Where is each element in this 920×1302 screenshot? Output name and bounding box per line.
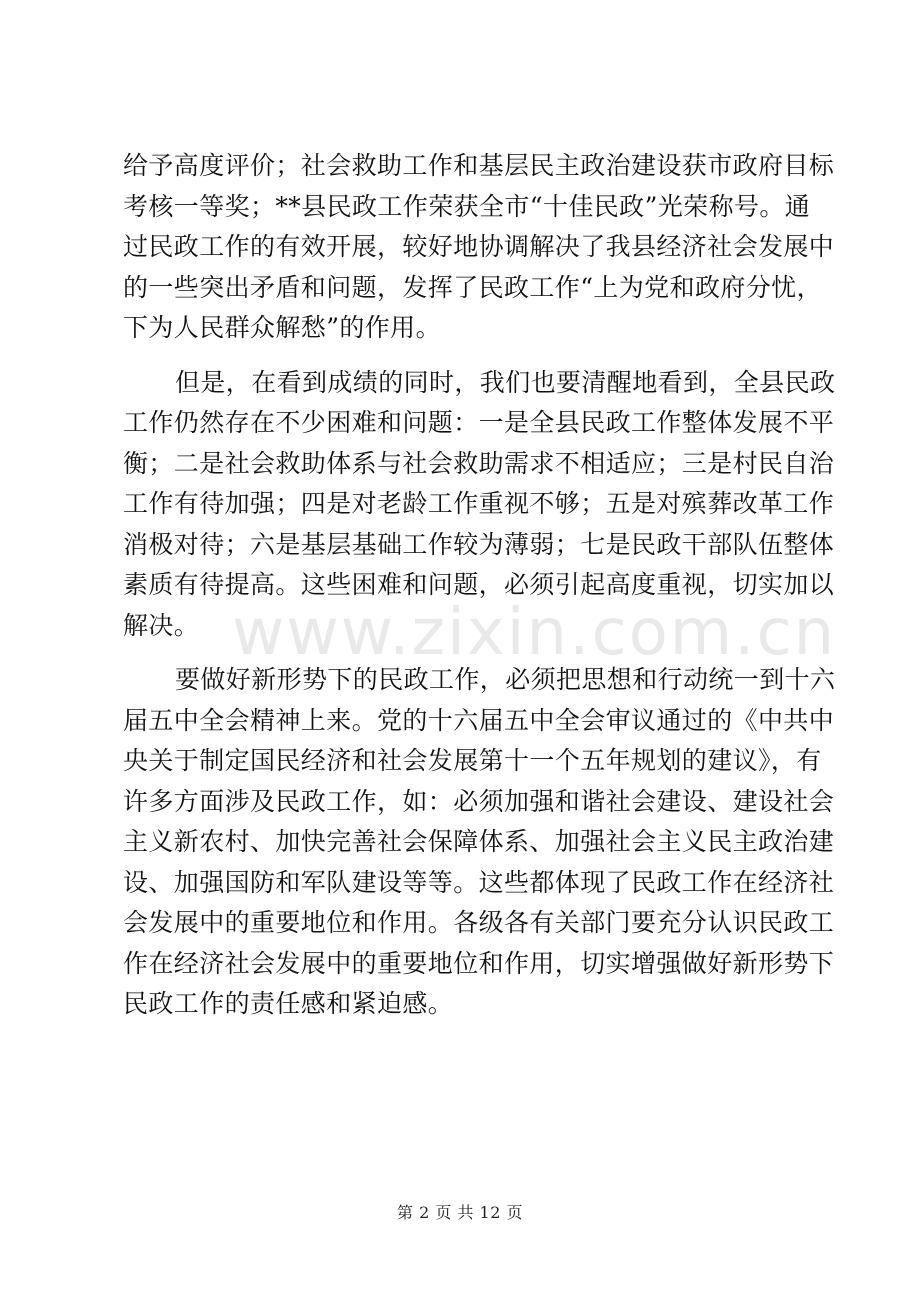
- text-line: 消极对待；六是基层基础工作较为薄弱；七是民政干部队伍整体: [123, 529, 835, 559]
- text-line: 素质有待提高。这些困难和问题，必须引起高度重视，切实加以: [123, 570, 835, 599]
- text-line: 工作有待加强；四是对老龄工作重视不够；五是对殡葬改革工作: [123, 489, 835, 518]
- text-line: 主义新农村、加快完善社会保障体系、加强社会主义民主政治建: [123, 827, 835, 856]
- paragraph-2: [123, 363, 836, 647]
- document-body: [123, 146, 836, 1025]
- text-line: 设、加强国防和军队建设等等。这些都体现了民政工作在经济社: [123, 867, 835, 897]
- text-line: 央关于制定国民经济和社会发展第十一个五年规划的建议》，有: [123, 746, 822, 775]
- text-line: 民政工作的责任感和紧迫感。: [123, 989, 454, 1018]
- text-line: 作在经济社会发展中的重要地位和作用，切实增强做好新形势下: [123, 948, 835, 978]
- text-line: 要做好新形势下的民政工作，必须把思想和行动统一到十六: [175, 665, 836, 694]
- watermark: www.zixin.com.cn: [232, 596, 837, 670]
- text-line: 给予高度评价；社会救助工作和基层民主政治建设获市政府目标: [123, 151, 835, 180]
- paragraph-3: [123, 660, 836, 1025]
- text-line: 届五中全会精神上来。党的十六届五中全会审议通过的《中共中: [123, 705, 835, 735]
- paragraph-1: [123, 146, 835, 349]
- text-line: 但是，在看到成绩的同时，我们也要清醒地看到，全县民政: [175, 367, 836, 397]
- page-footer: 第 2 页 共 12 页: [397, 1203, 523, 1222]
- paragraph-gap: [123, 646, 805, 660]
- text-line: 过民政工作的有效开展，较好地协调解决了我县经济社会发展中: [123, 232, 835, 261]
- text-line: 的一些突出矛盾和问题，发挥了民政工作“上为党和政府分忧，: [123, 272, 822, 302]
- text-line: 工作仍然存在不少困难和问题：一是全县民政工作整体发展不平: [123, 408, 835, 437]
- text-line: 衡；二是社会救助体系与社会救助需求不相适应；三是村民自治: [123, 448, 835, 478]
- text-line: 会发展中的重要地位和作用。各级各有关部门要充分认识民政工: [123, 908, 835, 937]
- paragraph-gap: [123, 349, 805, 363]
- text-line: 下为人民群众解愁”的作用。: [123, 313, 441, 342]
- text-line: 许多方面涉及民政工作，如：必须加强和谐社会建设、建设社会: [123, 786, 835, 816]
- text-line: 解决。: [123, 610, 200, 640]
- text-line: 考核一等奖；**县民政工作荣获全市“十佳民政”光荣称号。通: [123, 191, 811, 221]
